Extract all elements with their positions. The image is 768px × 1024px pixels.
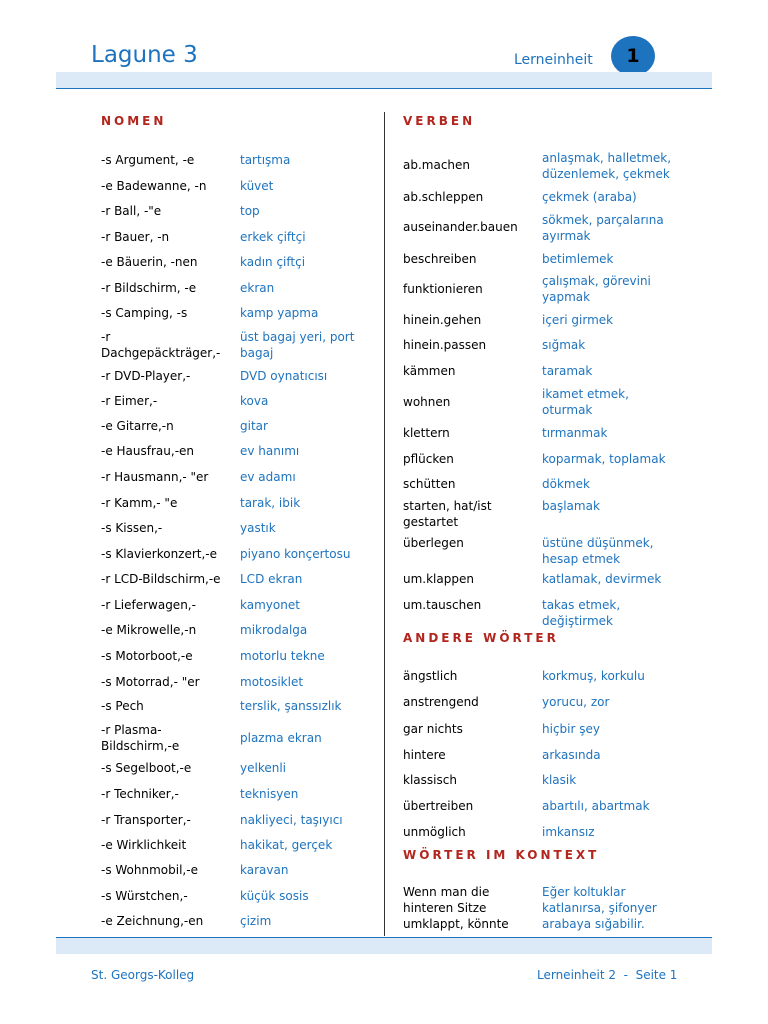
vocab-term: -r Lieferwagen,- (101, 598, 196, 612)
vocab-translation: DVD oynatıcısı (240, 369, 328, 383)
vocab-translation: nakliyeci, taşıyıcı (240, 813, 343, 827)
vocab-translation: dökmek (542, 477, 590, 491)
vocab-term: hinein.gehen (403, 313, 482, 327)
footer-band (56, 938, 712, 954)
vocab-term: -e Zeichnung,-en (101, 914, 204, 928)
footer-page-info: Lerneinheit 2 - Seite 1 (537, 968, 678, 982)
unit-number-badge: 1 (611, 36, 655, 76)
vocab-translation: kadın çiftçi (240, 255, 306, 269)
vocab-term: hintere (403, 748, 446, 762)
vocab-translation: Eğer koltuklar katlanırsa, şifonyer arabaya sığabilir. (542, 885, 657, 931)
vocab-translation: motosiklet (240, 675, 304, 689)
vocab-translation: çekmek (araba) (542, 190, 637, 204)
vocab-translation: korkmuş, korkulu (542, 669, 645, 683)
vocab-translation: ekran (240, 281, 275, 295)
vocab-translation: küvet (240, 179, 274, 193)
vocab-translation: sığmak (542, 338, 586, 352)
vocab-term: -s Segelboot,-e (101, 761, 192, 775)
vocab-term: -r Bildschirm, -e (101, 281, 197, 295)
vocab-term: -r Dachgepäckträger,- (101, 330, 221, 360)
vocab-term: -r Transporter,- (101, 813, 191, 827)
vocab-translation: gitar (240, 419, 268, 433)
vocab-translation: küçük sosis (240, 889, 309, 903)
vocab-translation: piyano konçertosu (240, 547, 351, 561)
vocab-term: -s Wohnmobil,-e (101, 863, 198, 877)
vocab-translation: betimlemek (542, 252, 614, 266)
column-divider (384, 112, 385, 936)
vocab-translation: ev adamı (240, 470, 296, 484)
vocab-term: kämmen (403, 364, 456, 378)
vocab-term: -s Pech (101, 699, 144, 713)
vocab-term: -e Gitarre,-n (101, 419, 174, 433)
vocab-term: um.klappen (403, 572, 474, 586)
vocab-translation: arkasında (542, 748, 601, 762)
vocab-translation: üstüne düşünmek, hesap etmek (542, 536, 654, 566)
vocab-term: ängstlich (403, 669, 458, 683)
vocab-term: -s Argument, -e (101, 153, 195, 167)
vocab-translation: klasik (542, 773, 577, 787)
vocab-term: anstrengend (403, 695, 479, 709)
vocab-term: -r Kamm,- "e (101, 496, 178, 510)
vocab-translation: teknisyen (240, 787, 299, 801)
vocab-term: gar nichts (403, 722, 463, 736)
vocab-term: -s Klavierkonzert,-e (101, 547, 218, 561)
vocab-term: auseinander.bauen (403, 220, 518, 234)
vocab-term: -r LCD-Bildschirm,-e (101, 572, 221, 586)
header-rule (56, 88, 712, 89)
vocab-translation: erkek çiftçi (240, 230, 306, 244)
vocab-term: -e Wirklichkeit (101, 838, 187, 852)
vocab-translation: hakikat, gerçek (240, 838, 333, 852)
vocab-translation: anlaşmak, halletmek, düzenlemek, çekmek (542, 151, 672, 181)
vocab-term: -e Badewanne, -n (101, 179, 207, 193)
vocab-translation: ev hanımı (240, 444, 300, 458)
vocab-translation: takas etmek, değiştirmek (542, 598, 621, 628)
vocab-term: -r Plasma-Bildschirm,-e (101, 723, 180, 753)
vocab-translation: çalışmak, görevini yapmak (542, 274, 651, 304)
vocab-term: -s Motorboot,-e (101, 649, 193, 663)
section-heading-andere: ANDERE WÖRTER (403, 631, 559, 645)
vocab-term: -r Eimer,- (101, 394, 158, 408)
vocab-term: -s Camping, -s (101, 306, 188, 320)
vocab-term: unmöglich (403, 825, 466, 839)
section-heading-verben: VERBEN (403, 114, 476, 128)
vocab-translation: koparmak, toplamak (542, 452, 666, 466)
vocab-term: ab.schleppen (403, 190, 484, 204)
vocab-term: -r Hausmann,- "er (101, 470, 209, 484)
vocab-term: Wenn man die hinteren Sitze umklappt, könnte (403, 885, 509, 931)
vocab-translation: kamyonet (240, 598, 300, 612)
section-heading-kontext: WÖRTER IM KONTEXT (403, 848, 600, 862)
vocab-term: übertreiben (403, 799, 474, 813)
vocab-translation: kova (240, 394, 269, 408)
vocab-term: -s Würstchen,- (101, 889, 188, 903)
vocab-term: wohnen (403, 395, 451, 409)
vocab-term: pflücken (403, 452, 454, 466)
vocab-translation: içeri girmek (542, 313, 614, 327)
section-heading-nomen: NOMEN (101, 114, 167, 128)
vocab-term: überlegen (403, 536, 464, 550)
vocab-term: klassisch (403, 773, 457, 787)
vocab-term: hinein.passen (403, 338, 487, 352)
vocab-term: -r Techniker,- (101, 787, 179, 801)
vocab-translation: terslik, şanssızlık (240, 699, 342, 713)
vocab-translation: yorucu, zor (542, 695, 610, 709)
vocab-term: -e Bäuerin, -nen (101, 255, 198, 269)
vocab-term: starten, hat/ist gestartet (403, 499, 492, 529)
vocab-term: beschreiben (403, 252, 477, 266)
vocab-translation: tartışma (240, 153, 291, 167)
unit-label: Lerneinheit (514, 52, 593, 68)
vocab-translation: çizim (240, 914, 272, 928)
vocab-translation: abartılı, abartmak (542, 799, 650, 813)
vocab-translation: katlamak, devirmek (542, 572, 662, 586)
vocab-term: klettern (403, 426, 450, 440)
vocab-translation: karavan (240, 863, 289, 877)
vocab-term: ab.machen (403, 158, 471, 172)
vocab-term: schütten (403, 477, 456, 491)
vocab-translation: sökmek, parçalarına ayırmak (542, 213, 664, 243)
vocab-translation: yastık (240, 521, 276, 535)
vocab-term: funktionieren (403, 282, 483, 296)
vocab-term: -r DVD-Player,- (101, 369, 191, 383)
vocab-translation: mikrodalga (240, 623, 308, 637)
vocab-term: -r Ball, -"e (101, 204, 162, 218)
vocab-translation: taramak (542, 364, 593, 378)
footer-school: St. Georgs-Kolleg (91, 968, 195, 982)
vocab-translation: yelkenli (240, 761, 286, 775)
vocab-term: um.tauschen (403, 598, 482, 612)
vocab-term: -e Mikrowelle,-n (101, 623, 197, 637)
header-band (56, 72, 712, 88)
vocab-translation: tarak, ibik (240, 496, 301, 510)
vocab-term: -r Bauer, -n (101, 230, 170, 244)
vocab-translation: tırmanmak (542, 426, 608, 440)
vocab-translation: hiçbir şey (542, 722, 600, 736)
vocab-term: -s Motorrad,- "er (101, 675, 200, 689)
vocab-translation: LCD ekran (240, 572, 303, 586)
vocab-translation: motorlu tekne (240, 649, 325, 663)
vocab-translation: imkansız (542, 825, 595, 839)
vocab-translation: ikamet etmek, oturmak (542, 387, 629, 417)
vocab-translation: üst bagaj yeri, port bagaj (240, 330, 355, 360)
page-title: Lagune 3 (91, 42, 198, 68)
vocab-translation: top (240, 204, 260, 218)
vocab-translation: başlamak (542, 499, 600, 513)
vocab-translation: plazma ekran (240, 731, 322, 745)
vocab-term: -e Hausfrau,-en (101, 444, 195, 458)
vocab-translation: kamp yapma (240, 306, 319, 320)
vocab-term: -s Kissen,- (101, 521, 163, 535)
